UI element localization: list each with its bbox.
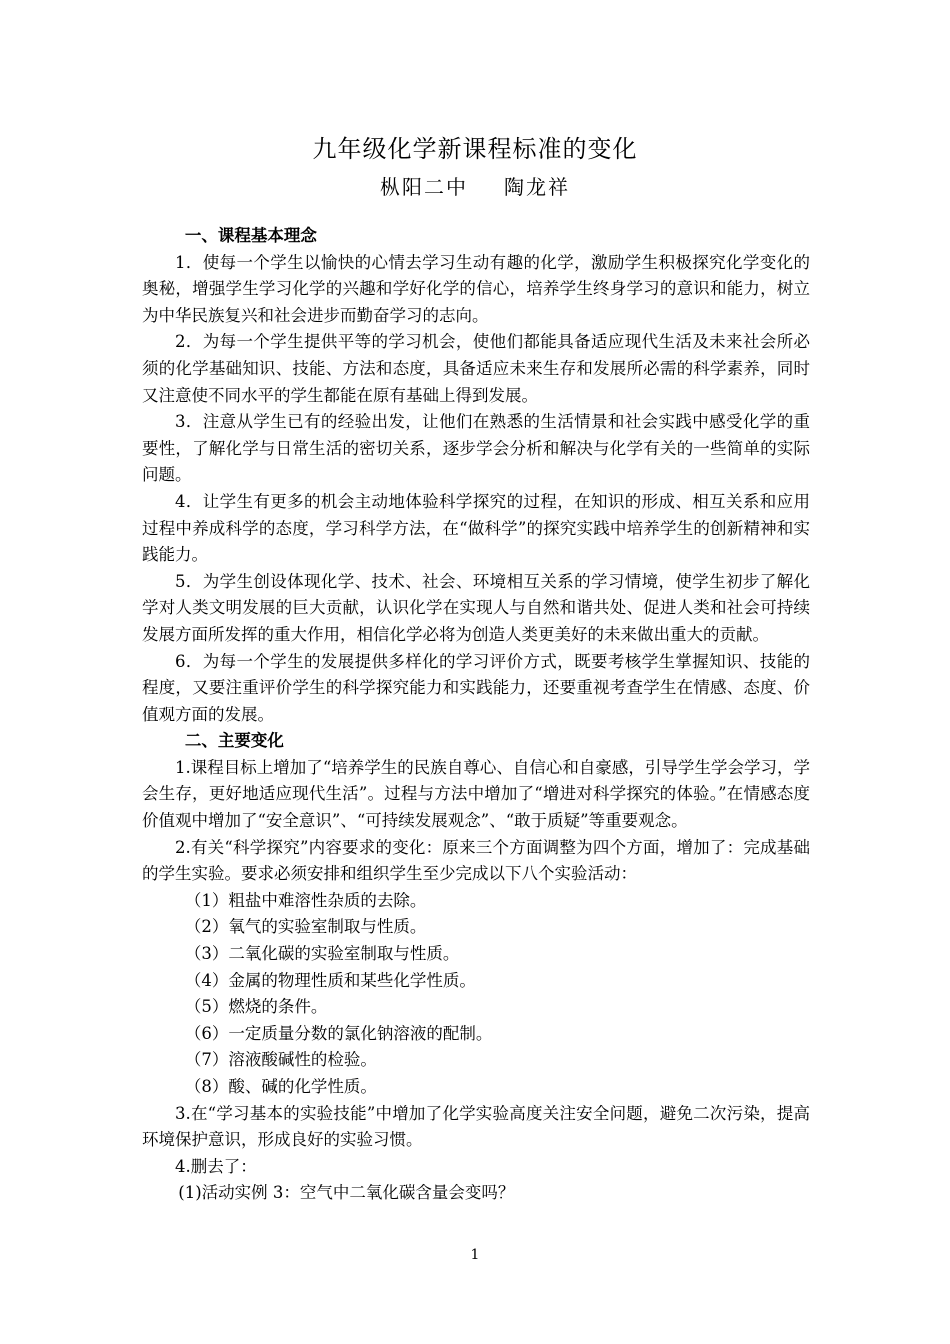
experiment-item: （2）氧气的实验室制取与性质。: [184, 917, 427, 937]
deleted-item: (1)活动实例 3：空气中二氧化碳含量会变吗？: [178, 1183, 515, 1203]
principle-paragraph: 6．为每一个学生的发展提供多样化的学习评价方式，既要考核学生掌握知识、技能的程度，又要注重评价学生的科学探究能力和实践能力，还要重视考查学生在情感、态度、价值观方面的发展。: [142, 651, 810, 724]
principle-paragraph: 3．注意从学生已有的经验出发，让他们在熟悉的生活情景和社会实践中感受化学的重要性，了解化学与日常生活的密切关系，逐步学会分析和解决与化学有关的一些简单的实际问题。: [142, 412, 810, 485]
author-name: 陶龙祥: [504, 175, 570, 199]
principle-paragraph: 1．使每一个学生以愉快的心情去学习生动有趣的化学，激励学生积极探究化学变化的奥秘，增强学生学习化学的兴趣和学好化学的信心，培养学生终身学习的意识和能力，树立为中华民族复兴和社会进步而勤奋学习的志向。: [142, 252, 810, 325]
principle-paragraph: 2．为每一个学生提供平等的学习机会，使他们都能具备适应现代生活及未来社会所必须的化学基础知识、技能、方法和态度，具备适应未来生存和发展所必需的科学素养，同时又注意使不同水平的学生都能在原有基础上得到发展。: [142, 332, 810, 405]
section-heading-1: 一、课程基本理念: [184, 226, 317, 245]
experiment-item: （5）燃烧的条件。: [184, 997, 328, 1017]
document-body: [142, 223, 810, 1207]
change-paragraph: 1.课程目标上增加了“培养学生的民族自尊心、自信心和自豪感，引导学生学会学习，学会生存，更好地适应现代生活”。过程与方法中增加了“增进对科学探究的体验。”在情感态度价值观中增加了“安全意识”、“可持续发展观念”、“敢于质疑”等重要观念。: [142, 757, 810, 831]
experiment-item: （6）一定质量分数的氯化钠溶液的配制。: [184, 1023, 493, 1043]
author-school: 枞阳二中: [380, 175, 468, 199]
experiment-item: （7）溶液酸碱性的检验。: [184, 1050, 377, 1070]
change-paragraph: 2.有关“科学探究”内容要求的变化：原来三个方面调整为四个方面，增加了：完成基础的学生实验。要求必须安排和组织学生至少完成以下八个实验活动：: [142, 837, 810, 884]
principle-paragraph: 5．为学生创设体现化学、技术、社会、环境相互关系的学习情境，使学生初步了解化学对人类文明发展的巨大贡献，认识化学在实现人与自然和谐共处、促进人类和社会可持续发展方面所发挥的重大作用，相信化学必将为创造人类更美好的未来做出重大的贡献。: [142, 571, 810, 644]
principle-paragraph: 4．让学生有更多的机会主动地体验科学探究的过程，在知识的形成、相互关系和应用过程中养成科学的态度，学习科学方法，在“做科学”的探究实践中培养学生的创新精神和实践能力。: [142, 491, 810, 565]
document-title: 九年级化学新课程标准的变化: [312, 135, 638, 163]
experiment-item: （1）粗盐中难溶性杂质的去除。: [184, 890, 427, 910]
experiment-item: （8）酸、碱的化学性质。: [184, 1077, 377, 1096]
page-number: 1: [470, 1247, 480, 1263]
author-line: [0, 172, 950, 202]
change-paragraph: 4.删去了：: [175, 1156, 257, 1176]
experiment-item: （4）金属的物理性质和某些化学性质。: [184, 970, 476, 990]
change-paragraph: 3.在“学习基本的实验技能”中增加了化学实验高度关注安全问题，避免二次污染，提高环境保护意识，形成良好的实验习惯。: [142, 1103, 810, 1150]
section-heading-2: 二、主要变化: [184, 731, 284, 751]
experiment-item: （3）二氧化碳的实验室制取与性质。: [184, 944, 460, 964]
